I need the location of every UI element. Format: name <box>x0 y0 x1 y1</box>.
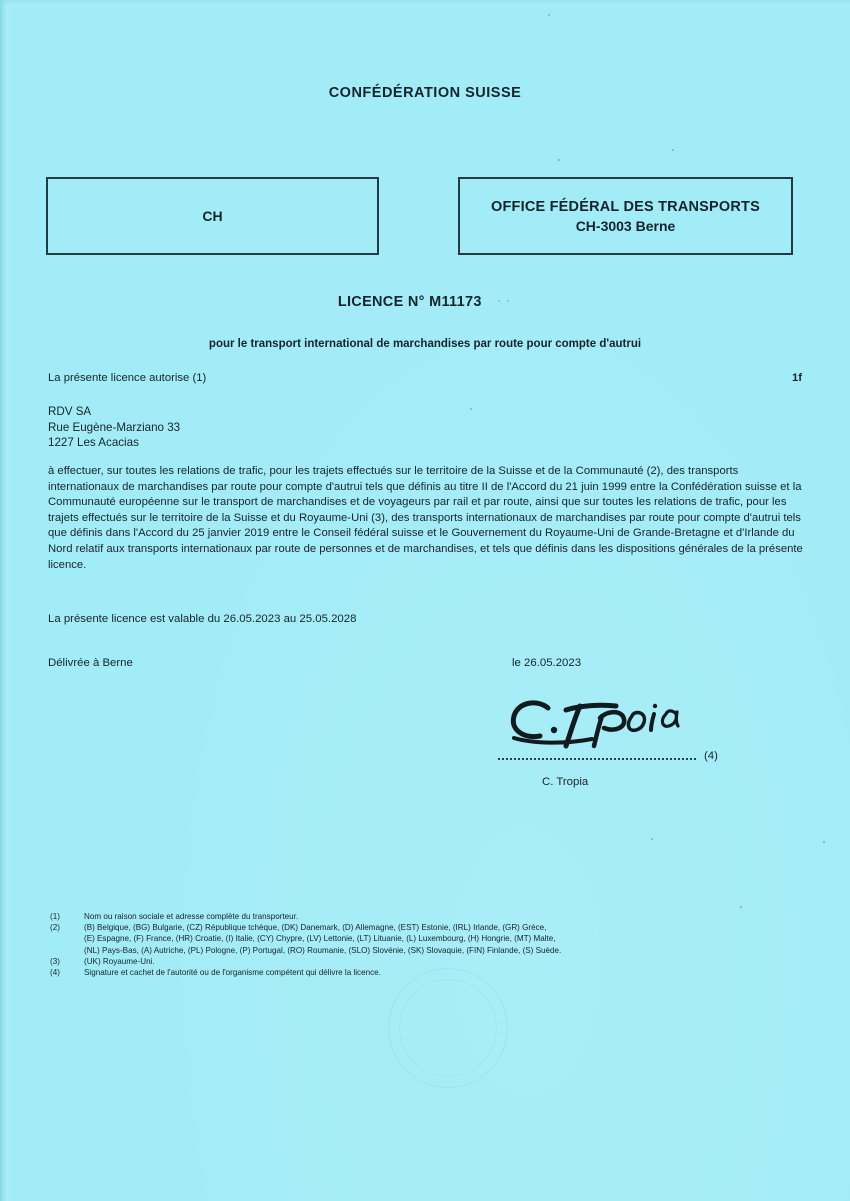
scan-artifact-dot <box>672 149 674 151</box>
licence-holder-block <box>48 404 180 451</box>
footnotes <box>50 911 790 978</box>
signatory-printed-name: C. Tropia <box>542 776 589 788</box>
licence-number-text: LICENCE N° M11173 <box>337 294 482 310</box>
footnote-item <box>50 956 790 967</box>
page-title: CONFÉDÉRATION SUISSE <box>328 85 522 101</box>
holder-city: 1227 Les Acacias <box>48 436 139 449</box>
embossed-seal-watermark <box>388 968 508 1088</box>
holder-street: Rue Eugène-Marziano 33 <box>48 420 181 434</box>
footnote-line: (B) Belgique, (BG) Bulgarie, (CZ) République tchèque, (DK) Danemark, (D) Allemagne, (EST) Estonie, (IRL) Irlande, (GR) Grèce, <box>84 923 547 933</box>
licence-number-heading <box>0 294 850 310</box>
scan-artifact-dot <box>651 838 653 840</box>
scan-artifact-dot <box>823 841 825 843</box>
footnote-line: (E) Espagne, (F) France, (HR) Croatie, (I) Italie, (CY) Chypre, (LV) Lettonie, (LT) Lituanie, (L) Luxembourg, (H) Hongrie, (MT) Malte, <box>84 934 556 944</box>
scan-smudge: · · <box>497 296 513 306</box>
footnote-text <box>84 922 790 956</box>
footnote-mark: (4) <box>50 968 60 978</box>
footnote-line: Nom ou raison sociale et adresse complète du transporteur. <box>84 912 299 921</box>
scope-paragraph: à effectuer, sur toutes les relations de trafic, pour les trajets effectués sur le territoire de la Suisse et de la Communauté (2), des transports internationaux de marchandises par route pour compte d'autrui tels que définis au titre II de l'Accord du 21 juin 1999 entre la Confédération suisse et la Communauté européenne sur le transport de marchandises et de voyageurs par rail et par route, ainsi que sur toutes les relations de trafic, pour les trajets effectués sur le territoire de la Suisse et du Royaume-Uni (3), des transports internationaux de marchandises par route pour compte d'autrui tels que définis dans l'Accord du 25 janvier 2019 entre le Conseil fédéral suisse et le Gouvernement du Royaume-Uni de Grande-Bretagne et d'Irlande du Nord relatif aux transports internationaux par route de personnes et de marchandises, et tels que définis dans les dispositions générales de la présente licence. <box>48 465 803 571</box>
signature-footnote-ref: (4) <box>704 750 718 762</box>
signature-block <box>498 694 758 804</box>
footnote-item <box>50 967 790 978</box>
validity-period: La présente licence est valable du 26.05.2023 au 25.05.2028 <box>48 613 357 625</box>
scan-artifact-dot <box>558 159 560 161</box>
holder-name: RDV SA <box>48 405 92 418</box>
footnote-mark: (2) <box>50 923 60 933</box>
country-code-label: CH <box>202 208 223 224</box>
footnote-line: (UK) Royaume-Uni. <box>84 956 155 966</box>
form-code: 1f <box>791 372 802 384</box>
footnote-text <box>84 911 790 922</box>
footnote-line: Signature et cachet de l'autorité ou de l'organisme compétent qui délivre la licence. <box>84 968 381 978</box>
footnote-line: (NL) Pays-Bas, (A) Autriche, (PL) Pologne, (P) Portugal, (RO) Roumanie, (SLO) Slovénie, (SK) Slovaquie, (FIN) Finlande, (S) Suède. <box>84 945 562 955</box>
scan-artifact-dot <box>740 906 742 908</box>
authority-address: CH-3003 Berne <box>575 217 676 234</box>
page-edge-left <box>0 0 7 1201</box>
footnote-item <box>50 911 790 922</box>
footnote-text <box>84 956 790 967</box>
scan-artifact-dot <box>470 408 472 410</box>
scan-artifact-dot <box>548 14 550 16</box>
licence-subtitle: pour le transport international de marchandises par route pour compte d'autrui <box>208 338 642 350</box>
footnote-item <box>50 922 790 956</box>
page-edge-top <box>0 0 850 5</box>
country-code-box <box>46 177 379 255</box>
authorises-label: La présente licence autorise (1) <box>48 372 207 384</box>
handwritten-signature <box>504 694 714 756</box>
authority-name: OFFICE FÉDÉRAL DES TRANSPORTS <box>491 198 760 215</box>
issued-place: Délivrée à Berne <box>48 657 133 669</box>
signature-rule <box>498 758 696 760</box>
footnote-mark: (1) <box>50 912 60 921</box>
footnote-text <box>84 967 790 978</box>
issued-date: le 26.05.2023 <box>512 657 582 669</box>
issuing-authority-box <box>458 177 793 255</box>
footnote-mark: (3) <box>50 956 60 966</box>
